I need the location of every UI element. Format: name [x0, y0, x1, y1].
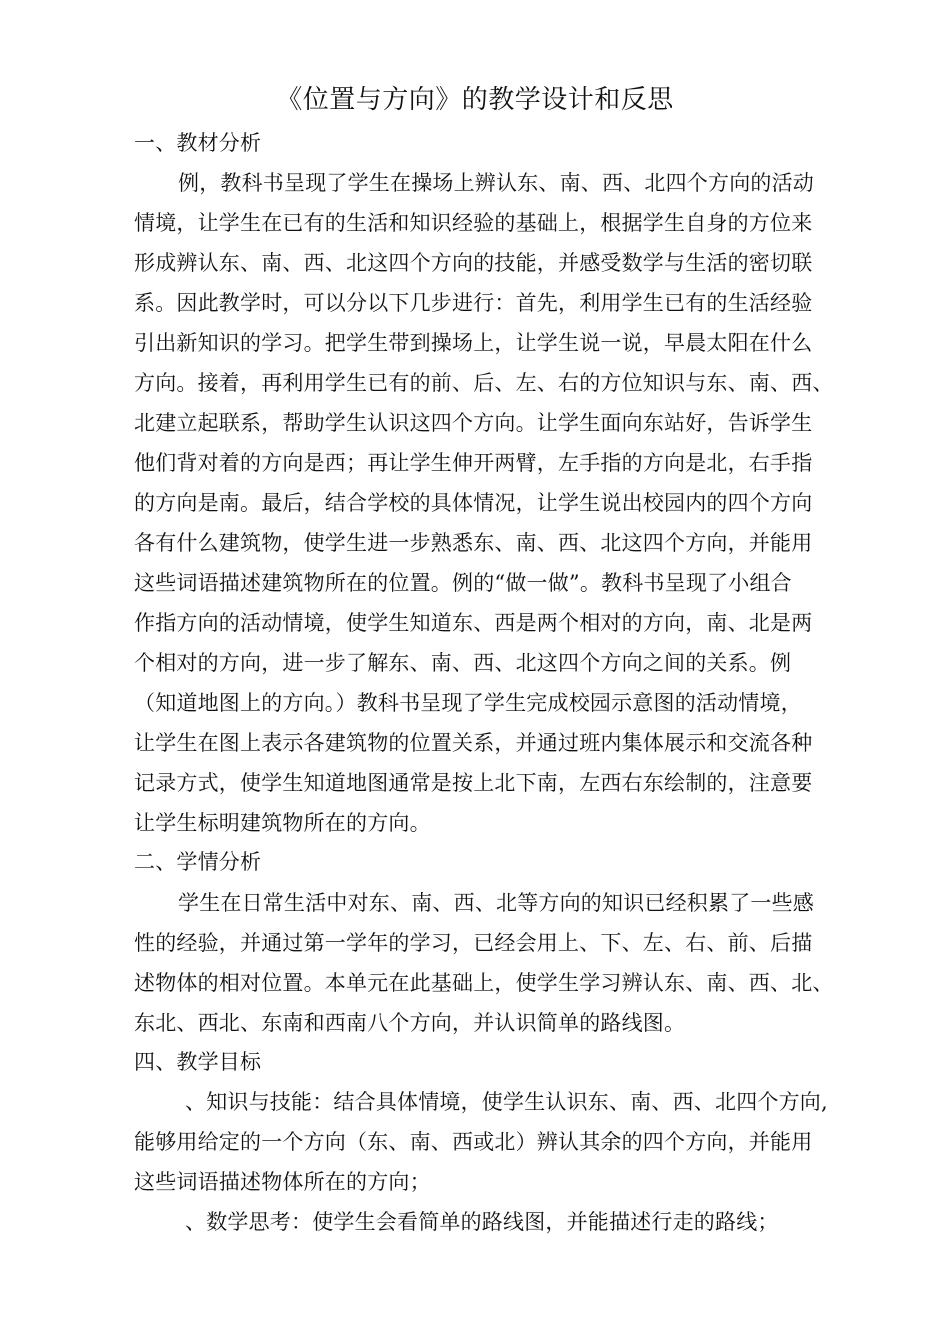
paragraph-line: 东北、西北、东南和西南八个方向，并认识简单的路线图。 [134, 1011, 686, 1035]
paragraph-line: 、数学思考：使学生会看简单的路线图，并能描述行走的路线； [185, 1210, 779, 1234]
paragraph-line: 情境，让学生在已有的生活和知识经验的基础上，根据学生自身的方位来 [134, 211, 813, 235]
paragraph-line: 述物体的相对位置。本单元在此基础上，使学生学习辨认东、南、西、北、 [134, 971, 834, 995]
paragraph-line: 、知识与技能：结合具体情境，使学生认识东、南、西、北四个方向, [185, 1090, 828, 1114]
paragraph-line: 让学生在图上表示各建筑物的位置关系，并通过班内集体展示和交流各种 [134, 731, 813, 755]
paragraph-line: 学生在日常生活中对东、南、西、北等方向的知识已经积累了一些感 [178, 891, 814, 915]
paragraph-line: 性的经验，并通过第一学年的学习，已经会用上、下、左、右、前、后描 [134, 931, 813, 955]
paragraph-line: 能够用给定的一个方向（东、南、西或北）辨认其余的四个方向，并能用 [134, 1130, 813, 1154]
paragraph-line: 他们背对着的方向是西；再让学生伸开两臂，左手指的方向是北，右手指 [134, 451, 813, 475]
paragraph-line: 个相对的方向，进一步了解东、南、西、北这四个方向之间的关系。例 [134, 651, 792, 675]
paragraph-line: 系。因此教学时，可以分以下几步进行：首先，利用学生已有的生活经验 [134, 291, 813, 315]
paragraph-line: （知道地图上的方向。）教科书呈现了学生完成校园示意图的活动情境， [134, 691, 802, 715]
section-heading-materials: 一、教材分析 [134, 131, 262, 155]
paragraph-line: 方向。接着，再利用学生已有的前、后、左、右的方位知识与东、南、西、 [134, 371, 834, 395]
paragraph-line: 引出新知识的学习。把学生带到操场上，让学生说一说，早晨太阳在什么 [134, 331, 813, 355]
paragraph-line: 的方向是南。最后，结合学校的具体情况，让学生说出校园内的四个方向 [134, 491, 813, 515]
paragraph-line: 各有什么建筑物，使学生进一步熟悉东、南、西、北这四个方向，并能用 [134, 531, 813, 555]
paragraph-line: 这些词语描述物体所在的方向； [134, 1170, 431, 1194]
section-heading-learners: 二、学情分析 [134, 850, 262, 874]
paragraph-line: 形成辨认东、南、西、北这四个方向的技能，并感受数学与生活的密切联 [134, 251, 813, 275]
document-title: 《位置与方向》的教学设计和反思 [276, 85, 674, 115]
section-heading-objectives: 四、教学目标 [134, 1050, 262, 1074]
paragraph-line: 例，教科书呈现了学生在操场上辨认东、南、西、北四个方向的活动 [178, 171, 814, 195]
paragraph-line: 北建立起联系，帮助学生认识这四个方向。让学生面向东站好，告诉学生 [134, 411, 813, 435]
paragraph-line: 作指方向的活动情境，使学生知道东、西是两个相对的方向，南、北是两 [134, 611, 813, 635]
paragraph-line: 这些词语描述建筑物所在的位置。例的“做一做”。教科书呈现了小组合 [134, 571, 792, 595]
paragraph-line: 记录方式，使学生知道地图通常是按上北下南，左西右东绘制的，注意要 [134, 771, 813, 795]
paragraph-line: 让学生标明建筑物所在的方向。 [134, 811, 431, 835]
